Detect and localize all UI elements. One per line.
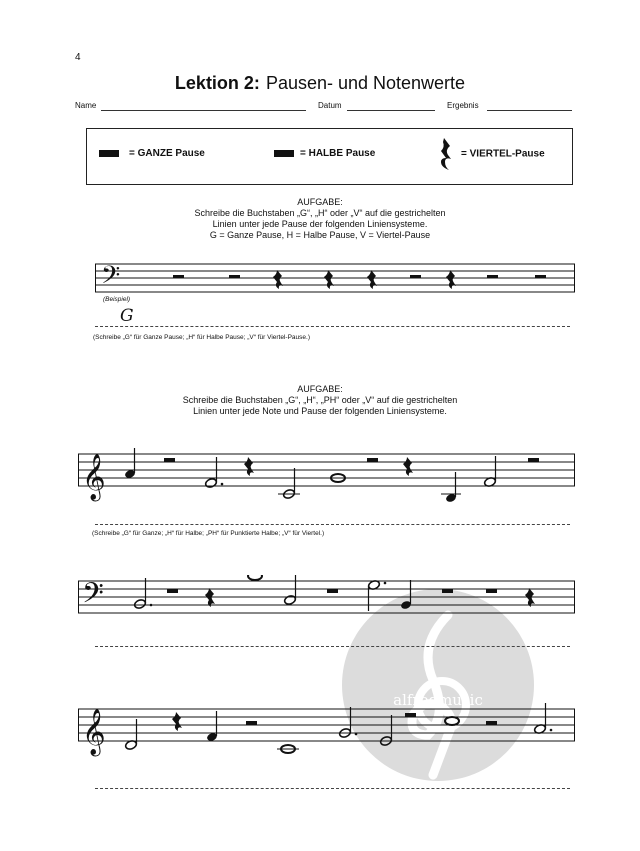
quarter-rest-icon bbox=[172, 712, 182, 731]
task1-line: G = Ganze Pause, H = Halbe Pause, V = Viertel-Pause bbox=[209, 230, 431, 240]
date-field[interactable] bbox=[347, 110, 435, 111]
task2-heading: AUFGABE: bbox=[297, 384, 343, 394]
whole-rest-icon bbox=[164, 458, 175, 462]
half-rest-icon bbox=[246, 721, 257, 725]
quarter-rest-icon bbox=[403, 457, 413, 476]
legend-half-label: = HALBE Pause bbox=[300, 148, 376, 159]
legend-box bbox=[86, 128, 573, 185]
whole-rest-icon bbox=[528, 458, 539, 462]
lesson-topic: Pausen- und Notenwerte bbox=[265, 73, 466, 93]
half-rest-icon bbox=[274, 150, 294, 157]
whole-rest-icon bbox=[405, 713, 416, 717]
half-rest-icon bbox=[486, 589, 497, 593]
watermark-text: alfredmusic bbox=[393, 691, 483, 709]
half-rest-icon bbox=[229, 275, 240, 278]
answer-line-1[interactable] bbox=[95, 326, 570, 327]
name-label: Name bbox=[75, 101, 97, 110]
quarter-rest-icon bbox=[439, 137, 455, 171]
staff-3 bbox=[78, 575, 578, 625]
legend-quarter bbox=[439, 137, 545, 171]
half-rest-icon bbox=[486, 721, 497, 725]
task2-line: Linien unter jede Note und Pause der folgenden Liniensysteme. bbox=[193, 406, 447, 416]
example-label: (Beispiel) bbox=[103, 296, 131, 303]
quarter-rest-icon bbox=[244, 457, 254, 476]
staff-1 bbox=[95, 262, 580, 302]
answer-line-3[interactable] bbox=[95, 646, 570, 647]
half-rest-icon bbox=[410, 275, 421, 278]
task1-heading: AUFGABE: bbox=[297, 197, 343, 207]
task2-instructions bbox=[0, 384, 640, 417]
task1-line: Linien unter jede Pause der folgenden Liniensysteme. bbox=[212, 219, 428, 229]
quarter-rest-icon bbox=[324, 270, 334, 289]
quarter-rest-icon bbox=[273, 270, 283, 289]
date-label: Datum bbox=[318, 101, 342, 110]
page-title bbox=[0, 73, 640, 94]
example-answer: G bbox=[120, 306, 134, 326]
lesson-number: Lektion 2: bbox=[174, 73, 260, 93]
whole-rest-icon bbox=[99, 150, 119, 157]
task1-hint: (Schreibe „G“ für Ganze Pause; „H“ für Halbe Pause; „V“ für Viertel-Pause.) bbox=[93, 334, 310, 341]
result-label: Ergebnis bbox=[447, 101, 479, 110]
result-field[interactable] bbox=[487, 110, 572, 111]
half-note bbox=[284, 595, 297, 606]
quarter-rest-icon bbox=[367, 270, 377, 289]
answer-line-4[interactable] bbox=[95, 788, 570, 789]
whole-rest-icon bbox=[367, 458, 378, 462]
bass-clef-icon: 𝄢 bbox=[101, 262, 121, 296]
half-rest-icon bbox=[442, 589, 453, 593]
quarter-rest-icon bbox=[446, 270, 456, 289]
answer-line-2[interactable] bbox=[95, 524, 570, 525]
staff-2 bbox=[78, 440, 578, 510]
dotted-half-note bbox=[205, 478, 218, 489]
half-rest-icon bbox=[327, 589, 338, 593]
whole-note bbox=[248, 575, 262, 580]
page-number: 4 bbox=[75, 52, 81, 63]
task1-line: Schreibe die Buchstaben „G“, „H“ oder „V“ auf die gestrichelten bbox=[194, 208, 446, 218]
half-rest-icon bbox=[487, 275, 498, 278]
name-field[interactable] bbox=[101, 110, 306, 111]
legend-half bbox=[274, 148, 375, 159]
half-rest-icon bbox=[173, 275, 184, 278]
bass-clef-icon: 𝄢 bbox=[82, 577, 104, 617]
treble-clef-icon: 𝄞 bbox=[82, 454, 106, 500]
half-rest-icon bbox=[167, 589, 178, 593]
treble-clef-icon: 𝄞 bbox=[82, 709, 106, 755]
task2-line: Schreibe die Buchstaben „G“, „H“, „PH“ oder „V“ auf die gestrichelten bbox=[182, 395, 458, 405]
whole-note bbox=[445, 717, 459, 725]
legend-whole-label: = GANZE Pause bbox=[129, 148, 205, 159]
legend-quarter-label: = VIERTEL-Pause bbox=[461, 148, 545, 160]
task2-hint: (Schreibe „G“ für Ganze; „H“ für Halbe; „PH“ für Punktierte Halbe; „V“ für Viertel.) bbox=[92, 530, 325, 537]
half-rest-icon bbox=[535, 275, 546, 278]
task1-instructions bbox=[0, 197, 640, 241]
staff-4 bbox=[78, 695, 578, 765]
legend-whole bbox=[99, 148, 205, 159]
dotted-half-note bbox=[134, 599, 147, 610]
